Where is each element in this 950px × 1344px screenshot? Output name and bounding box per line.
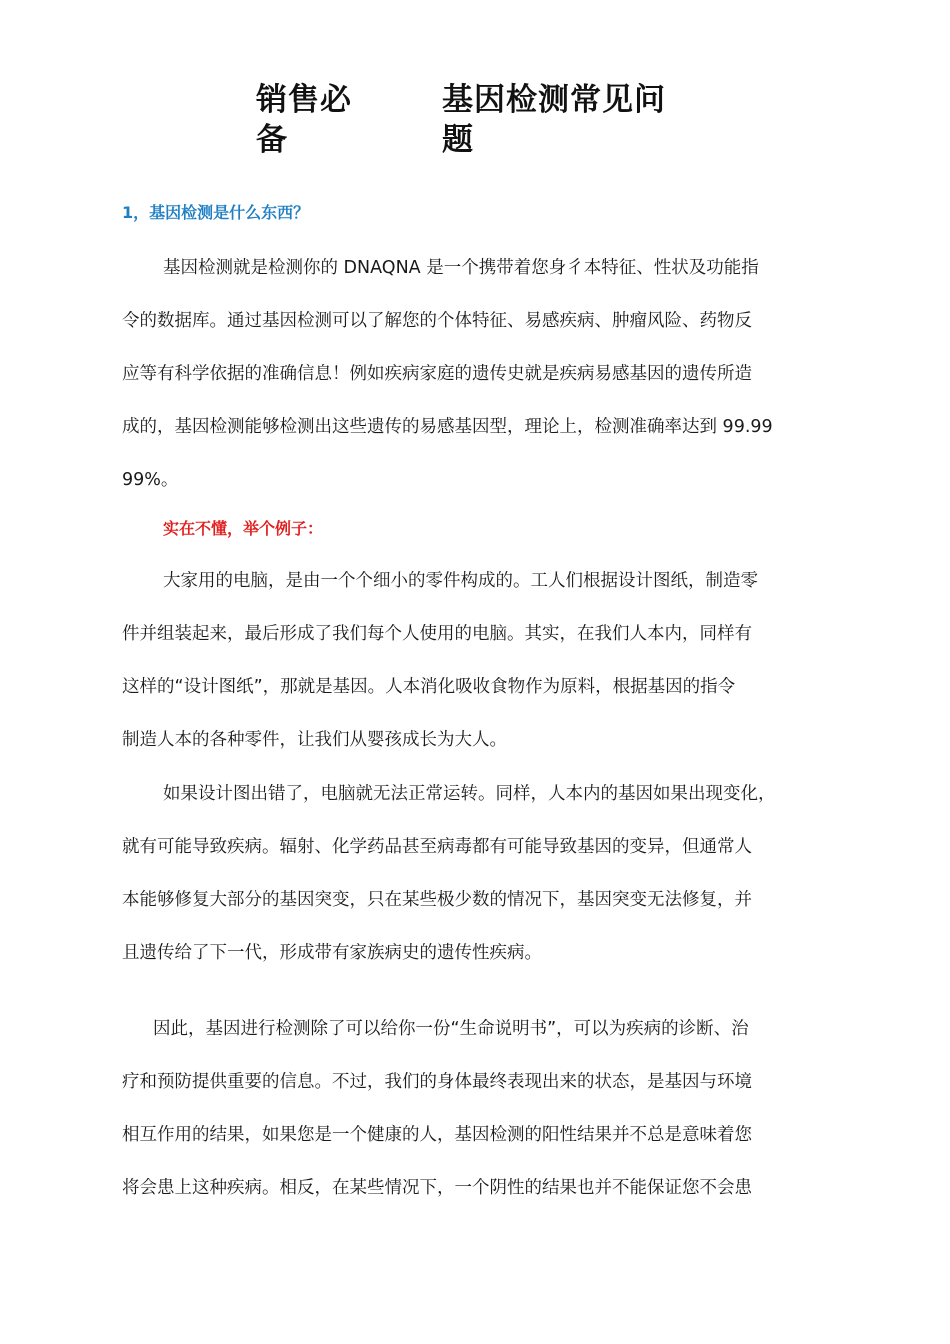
paragraph-line: 成的，基因检测能够检测出这些遗传的易感基因型，理论上，检测准确率达到 99.99 bbox=[122, 417, 773, 437]
question-heading: 1，基因检测是什么东西？ bbox=[122, 203, 310, 222]
paragraph-line: 应等有科学依据的准确信息！例如疾病家庭的遗传史就是疾病易感基因的遗传所造 bbox=[122, 364, 752, 384]
title-left bbox=[256, 80, 366, 160]
title-left-line2: 备 bbox=[256, 122, 288, 158]
paragraph-line: 且遗传给了下一代，形成带有家族病史的遗传性疾病。 bbox=[122, 943, 542, 963]
paragraph-line: 大家用的电脑，是由一个个细小的零件构成的。工人们根据设计图纸，制造零 bbox=[163, 571, 758, 591]
example-paragraph-1 bbox=[122, 555, 832, 767]
example-paragraph-2 bbox=[122, 768, 832, 980]
paragraph-line: 件并组装起来，最后形成了我们每个人使用的电脑。其实，在我们人本内，同样有 bbox=[122, 624, 752, 644]
paragraph-line: 基因检测就是检测你的 DNAQNA 是一个携带着您身彳本特征、性状及功能指 bbox=[163, 258, 759, 278]
paragraph-line: 相互作用的结果，如果您是一个健康的人，基因检测的阳性结果并不总是意味着您 bbox=[122, 1125, 752, 1145]
title-right-line2: 题 bbox=[442, 122, 474, 158]
title-left-line1: 销售必 bbox=[256, 82, 352, 118]
title-right-line1: 基因检测常见问 bbox=[442, 82, 666, 118]
paragraph-line: 如果设计图出错了，电脑就无法正常运转。同样，人本内的基因如果出现变化， bbox=[163, 784, 776, 804]
paragraph-line: 就有可能导致疾病。辐射、化学药品甚至病毒都有可能导致基因的变异，但通常人 bbox=[122, 837, 752, 857]
paragraph-line: 这样的“设计图纸”，那就是基因。人本消化吸收食物作为原料，根据基因的指令 bbox=[122, 677, 736, 697]
paragraph-line: 将会患上这种疾病。相反，在某些情况下，一个阴性的结果也并不能保证您不会患 bbox=[122, 1178, 752, 1198]
example-heading: 实在不懂，举个例子： bbox=[163, 519, 324, 538]
example-paragraph-3 bbox=[122, 1003, 832, 1215]
paragraph-line: 制造人本的各种零件，让我们从婴孩成长为大人。 bbox=[122, 730, 507, 750]
paragraph-line: 疗和预防提供重要的信息。不过，我们的身体最终表现出来的状态，是基因与环境 bbox=[122, 1072, 752, 1092]
paragraph-line: 因此，基因进行检测除了可以给你一份“生命说明书”，可以为疾病的诊断、治 bbox=[153, 1019, 749, 1039]
paragraph-line: 99%。 bbox=[122, 470, 179, 490]
answer-paragraph bbox=[122, 242, 832, 507]
paragraph-line: 令的数据库。通过基因检测可以了解您的个体特征、易感疾病、肿瘤风险、药物反 bbox=[122, 311, 752, 331]
paragraph-line: 本能够修复大部分的基因突变，只在某些极少数的情况下，基因突变无法修复，并 bbox=[122, 890, 752, 910]
title-right bbox=[442, 80, 692, 160]
